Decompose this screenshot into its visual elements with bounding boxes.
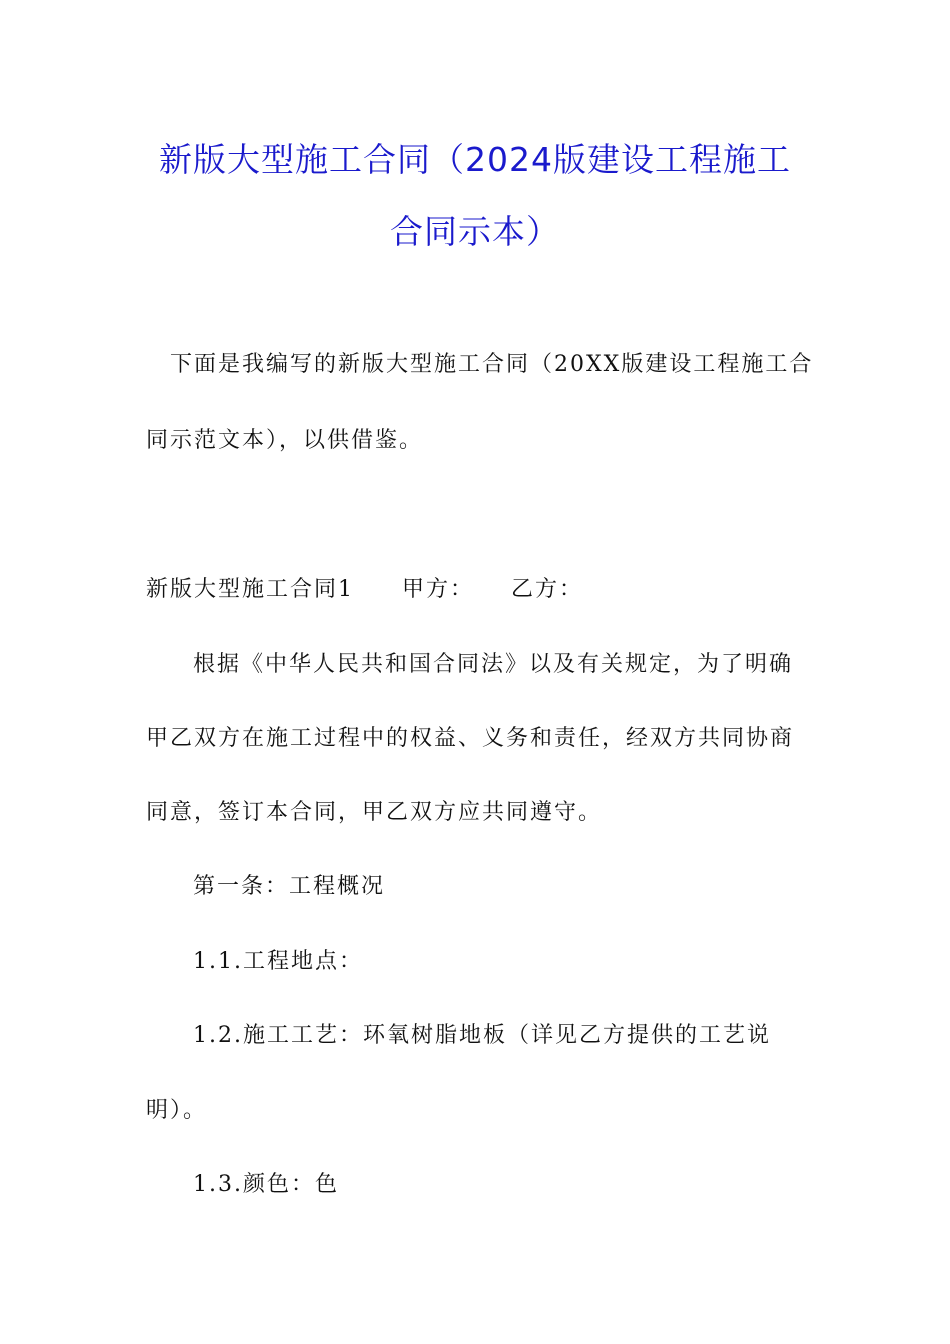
contract-heading: 新版大型施工合同1 甲方： 乙方：: [146, 577, 583, 602]
paragraph-1-line-1: 根据《中华人民共和国合同法》以及有关规定，为了明确: [193, 652, 794, 677]
item-1-3: 1.3.颜色：色: [193, 1172, 339, 1197]
paragraph-1-line-2: 甲乙双方在施工过程中的权益、义务和责任，经双方共同协商: [146, 726, 795, 751]
item-1-2-line-2: 明）。: [146, 1098, 208, 1123]
intro-line-2: 同示范文本），以供借鉴。: [146, 428, 424, 453]
document-title-line-2: 合同示本）: [390, 212, 560, 251]
document-title-line-1: 新版大型施工合同（2024版建设工程施工: [159, 140, 791, 179]
article-1-heading: 第一条：工程概况: [193, 874, 386, 899]
item-1-2-line-1: 1.2.施工工艺：环氧树脂地板（详见乙方提供的工艺说: [193, 1023, 771, 1048]
item-1-1: 1.1.工程地点：: [193, 949, 363, 974]
paragraph-1-line-3: 同意，签订本合同，甲乙双方应共同遵守。: [146, 800, 603, 825]
intro-line-1: 下面是我编写的新版大型施工合同（20XX版建设工程施工合: [170, 352, 814, 377]
